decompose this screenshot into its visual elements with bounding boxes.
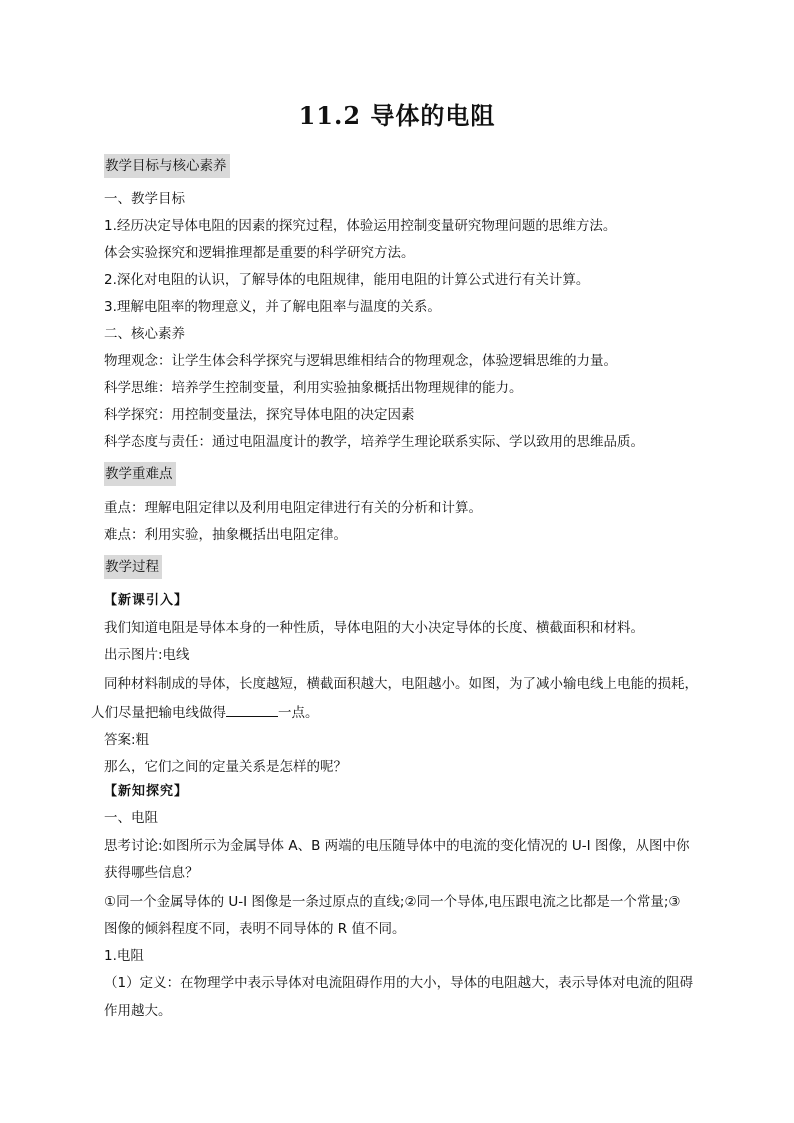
section-label-key-points: [104, 462, 176, 486]
heading-core-literacy: 二、核心素养: [104, 326, 185, 342]
paragraph-line: 科学思维：培养学生控制变量，利用实验抽象概括出物理规律的能力。: [104, 380, 523, 396]
paragraph-line: 思考讨论:如图所示为金属导体 A、B 两端的电压随导体中的电流的变化情况的 U-I 图像，从图中你: [104, 838, 690, 854]
paragraph-segment: 人们尽量把输电线做得: [91, 705, 226, 721]
paragraph-line: ①同一个金属导体的 U-I 图像是一条过原点的直线;②同一个导体,电压跟电流之比都是一个常量;③: [104, 894, 681, 910]
paragraph-line: 我们知道电阻是导体本身的一种性质，导体电阻的大小决定导体的长度、横截面积和材料。: [104, 620, 644, 636]
paragraph-line: 体会实验探究和逻辑推理都是重要的科学研究方法。: [104, 245, 415, 261]
heading-teaching-goals: 一、教学目标: [104, 191, 185, 207]
paragraph-line: 重点：理解电阻定律以及利用电阻定律进行有关的分析和计算。: [104, 500, 482, 516]
bracket-heading-explore: 【新知探究】: [104, 784, 189, 799]
section-label-objectives-text: 教学目标与核心素养: [104, 154, 230, 178]
section-label-key-points-text: 教学重难点: [104, 462, 176, 486]
paragraph-line: 同种材料制成的导体，长度越短，横截面积越大，电阻越小。如图，为了减小输电线上电能的损耗，: [104, 676, 698, 692]
heading-resistance: 一、电阻: [104, 810, 158, 826]
paragraph-line: 科学态度与责任：通过电阻温度计的教学，培养学生理论联系实际、学以致用的思维品质。: [104, 434, 644, 450]
section-label-process-text: 教学过程: [104, 555, 162, 579]
page-title: 11.2 导体的电阻: [298, 101, 496, 130]
paragraph-line: 科学探究：用控制变量法，探究导体电阻的决定因素: [104, 407, 415, 423]
paragraph-line: 图像的倾斜程度不同，表明不同导体的 R 值不同。: [104, 921, 406, 937]
section-label-process: [104, 555, 162, 579]
paragraph-line: 物理观念：让学生体会科学探究与逻辑思维相结合的物理观念，体验逻辑思维的力量。: [104, 353, 617, 369]
paragraph-line: 获得哪些信息？: [104, 865, 199, 881]
paragraph-line: 难点：利用实验，抽象概括出电阻定律。: [104, 527, 347, 543]
paragraph-line: 出示图片:电线: [104, 647, 190, 663]
paragraph-segment: 一点。: [278, 705, 319, 721]
fill-in-blank: [226, 702, 278, 717]
paragraph-line: 那么，它们之间的定量关系是怎样的呢？: [104, 759, 347, 775]
paragraph-line: 作用越大。: [104, 1003, 172, 1019]
paragraph-line: （1）定义：在物理学中表示导体对电流阻碍作用的大小，导体的电阻越大，表示导体对电流的阻碍: [104, 975, 694, 991]
paragraph-line: 1.经历决定导体电阻的因素的探究过程，体验运用控制变量研究物理问题的思维方法。: [104, 218, 617, 234]
answer-line: 答案:粗: [104, 732, 150, 748]
bracket-heading-intro: 【新课引入】: [104, 593, 189, 608]
paragraph-line: 2.深化对电阻的认识，了解导体的电阻规律，能用电阻的计算公式进行有关计算。: [104, 272, 590, 288]
numbered-heading: 1.电阻: [104, 948, 144, 964]
section-label-objectives: [104, 154, 230, 178]
paragraph-line-with-blank: [91, 702, 319, 723]
paragraph-line: 3.理解电阻率的物理意义，并了解电阻率与温度的关系。: [104, 299, 441, 315]
